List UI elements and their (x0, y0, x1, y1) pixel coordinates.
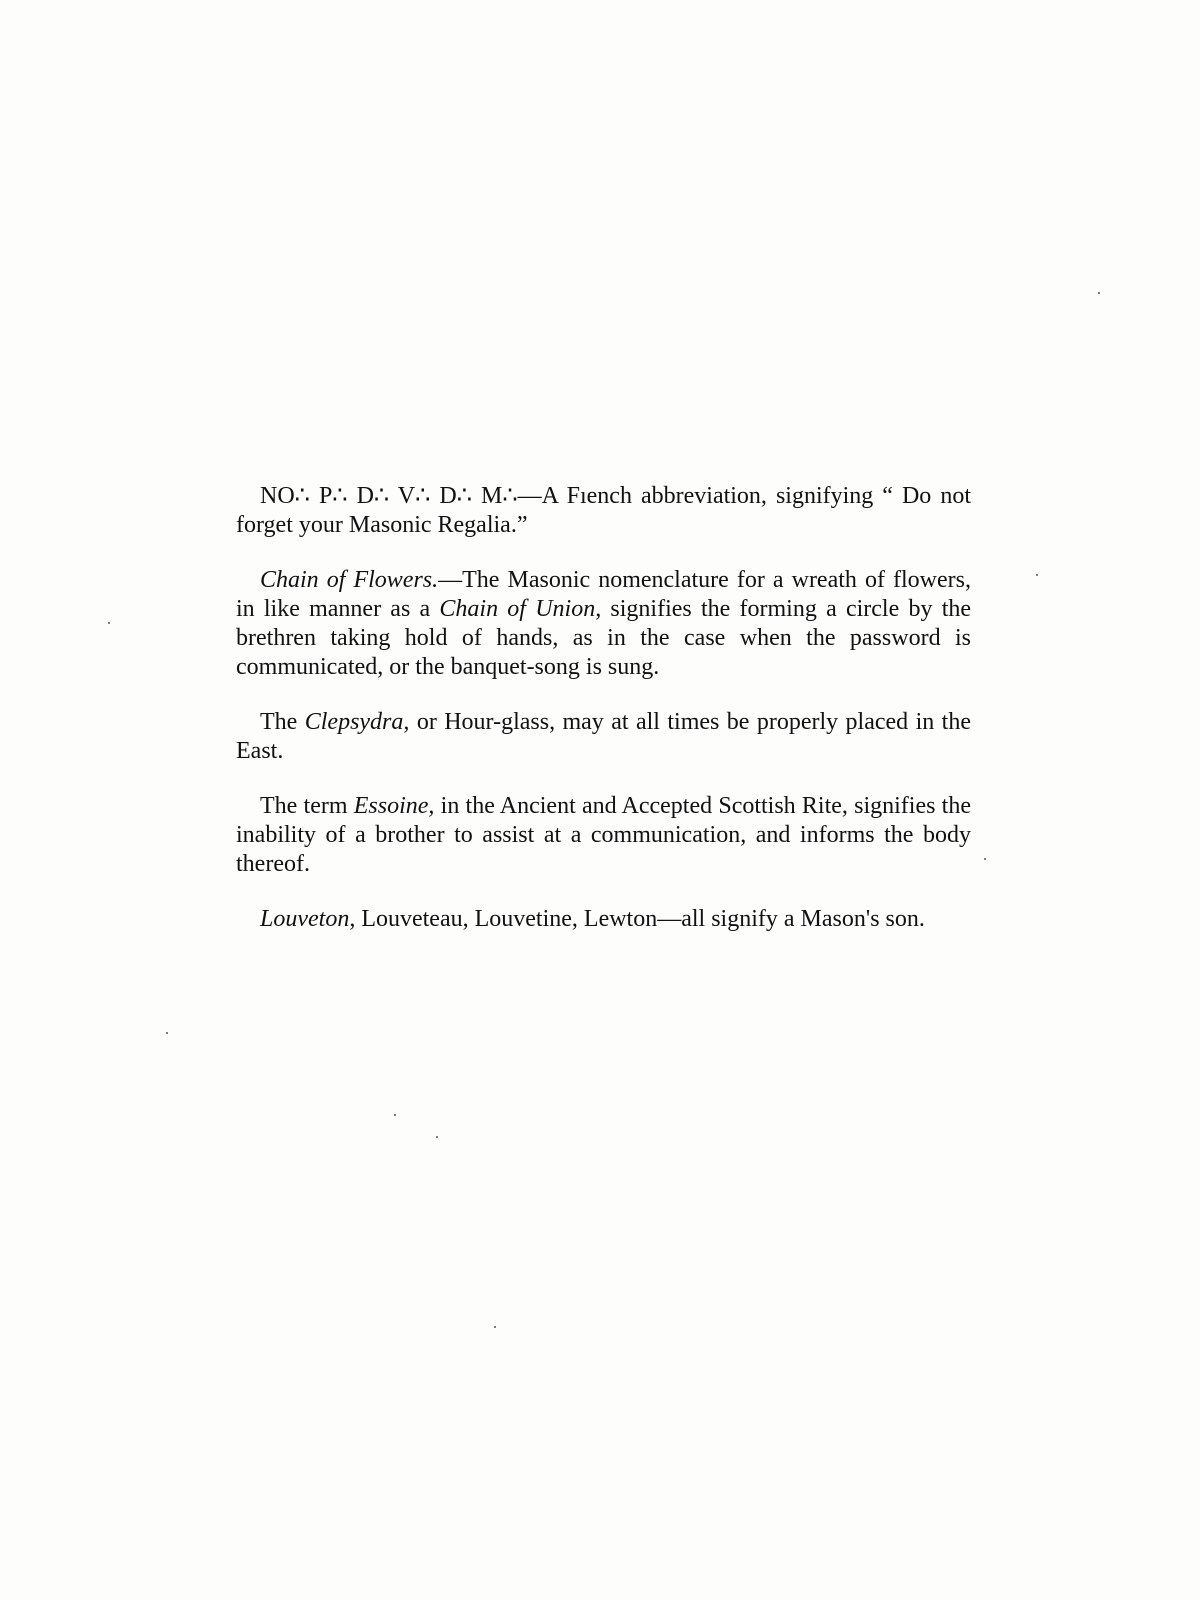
scan-speck (494, 1326, 496, 1328)
scan-speck (984, 858, 986, 860)
paragraph-abbreviation (236, 482, 971, 540)
text-segment: or Hour-glass, may at all times be properly placed in the East. (236, 709, 971, 764)
scan-speck (394, 1114, 396, 1116)
scan-speck (108, 622, 110, 624)
term-louveton: Louveton, (260, 906, 356, 932)
term-chain-of-flowers: Chain of Flowers. (260, 567, 439, 593)
scan-speck (1036, 574, 1038, 576)
paragraph-chain-of-flowers (236, 566, 971, 682)
text-segment: signifies the forming a circle by the brethren taking hold of hands, as in the case when the password is communicated, or the banquet-song is sung. (236, 596, 972, 680)
paragraph-clepsydra (236, 708, 971, 766)
paragraph-essoine (236, 792, 971, 879)
text-segment: Louveteau, Louvetine, Lewton—all signify a Mason's son. (355, 906, 925, 932)
text-segment: The (260, 709, 305, 735)
term-clepsydra: Clepsydra, (304, 709, 410, 735)
text-segment: —The Masonic nomenclature for a wreath of flowers, in like manner as a (236, 567, 971, 622)
term-chain-of-union: Chain of Union, (439, 596, 602, 622)
scan-speck (1098, 292, 1100, 294)
term-essoine: Essoine, (353, 793, 435, 819)
scan-speck (166, 1032, 168, 1034)
scan-speck (436, 1136, 438, 1138)
paragraph-louveton (236, 905, 971, 934)
body-text (236, 482, 971, 934)
text-segment: The term (260, 793, 354, 819)
text-segment: in the Ancient and Accepted Scottish Rite, signifies the inability of a brother to assist at a communication, and informs the body thereof. (236, 793, 972, 877)
text-segment: NO∴ P∴ D∴ V∴ D∴ M∴—A Fıench abbreviation, signifying “ Do not forget your Masonic Regalia.” (236, 483, 971, 538)
